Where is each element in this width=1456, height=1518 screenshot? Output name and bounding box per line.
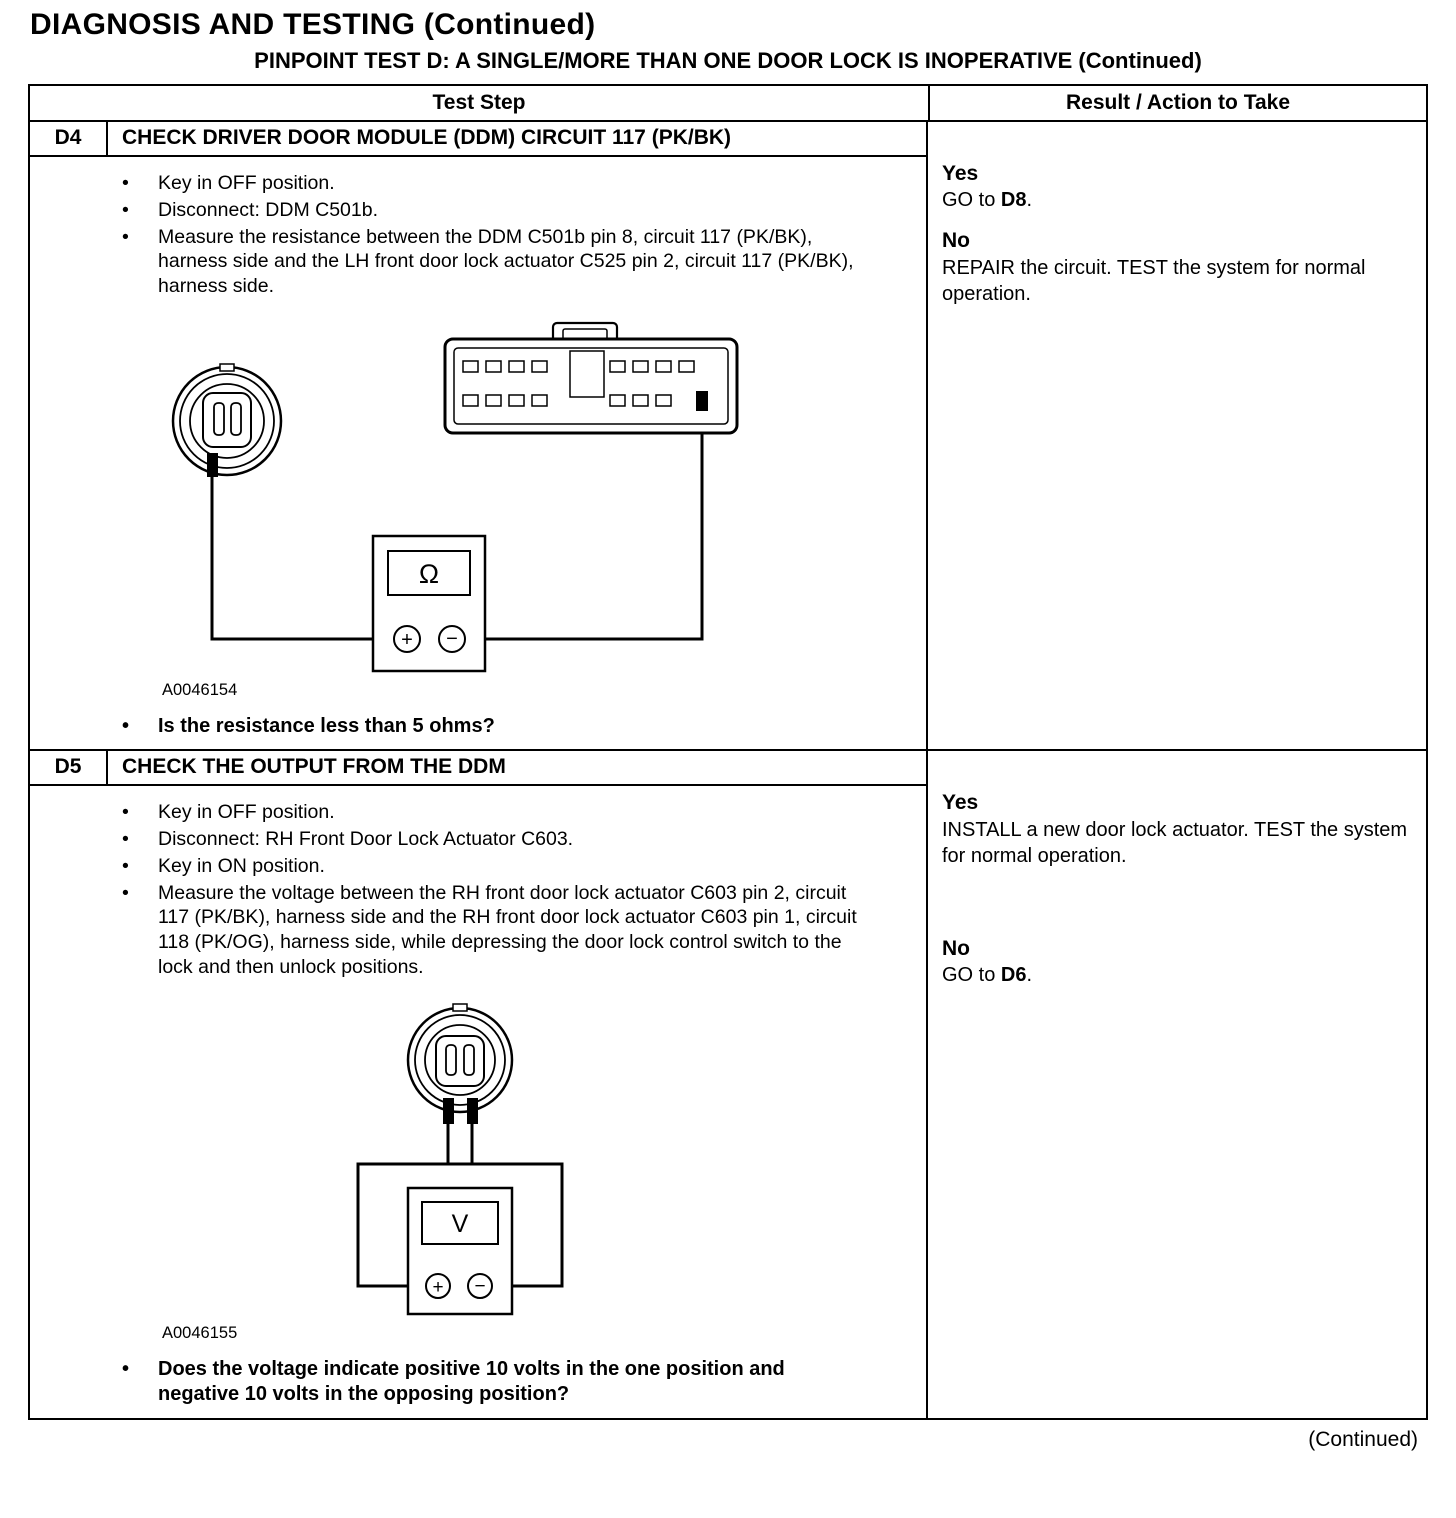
- go-to-text: GO to: [942, 963, 1001, 986]
- ohmmeter-icon: [373, 536, 485, 671]
- figure-label: A0046155: [162, 1323, 238, 1342]
- connector-pin-icon: [696, 391, 708, 411]
- d5-title-bar: [30, 751, 926, 786]
- yes-label: Yes: [942, 162, 979, 185]
- plus-terminal-icon: [426, 1274, 450, 1298]
- go-to-suffix: .: [1026, 963, 1033, 986]
- no-action: REPAIR the circuit. TEST the system for normal operation.: [942, 256, 1366, 305]
- bullet-icon: [122, 714, 158, 740]
- bullet-icon: [122, 800, 158, 825]
- ohmmeter-test-diagram: [145, 321, 765, 677]
- svg-text:−: −: [474, 1275, 486, 1297]
- d5-step-title: CHECK THE OUTPUT FROM THE DDM: [122, 755, 506, 779]
- figure-label: A0046154: [162, 680, 238, 699]
- yes-action: [942, 187, 1408, 213]
- no-action: [942, 962, 1408, 988]
- round-connector-icon: [408, 1004, 512, 1124]
- test-step-item: [122, 827, 896, 852]
- d4-step-list: [30, 171, 926, 299]
- test-step-text: Disconnect: DDM C501b.: [158, 198, 379, 221]
- test-step-text: Key in ON position.: [158, 854, 325, 877]
- d5-wiring-figure: [30, 1002, 926, 1343]
- test-step-text: Disconnect: RH Front Door Lock Actuator C603.: [158, 828, 574, 851]
- d5-question: [30, 1357, 926, 1408]
- go-to-text: GO to: [942, 189, 1001, 212]
- d4-wiring-figure: [30, 321, 926, 700]
- test-step-text: Key in OFF position.: [158, 801, 335, 824]
- bullet-icon: [122, 225, 158, 299]
- test-step-text: Measure the resistance between the DDM C501b pin 8, circuit 117 (PK/BK), harness side and the LH front door lock actuator C525 pin 2, circuit 117 (PK/BK), harness side.: [158, 225, 854, 297]
- column-header-result: Result / Action to Take: [928, 86, 1426, 120]
- d4-title-bar: [30, 122, 926, 157]
- d4-question: [30, 714, 926, 740]
- d4-step-id: D4: [30, 122, 108, 155]
- table-row-d4: [30, 122, 1426, 749]
- go-to-target: D6: [1000, 963, 1027, 986]
- d5-question-text: Does the voltage indicate positive 10 volts in the one position and negative 10 volts in the opposing position?: [158, 1357, 785, 1406]
- bullet-icon: [122, 198, 158, 223]
- d5-test-step-cell: [30, 751, 928, 1417]
- column-header-test-step: Test Step: [432, 91, 526, 114]
- voltmeter-test-diagram: [310, 1002, 610, 1320]
- ohm-symbol: Ω: [418, 558, 440, 589]
- test-step-item: [122, 198, 896, 223]
- ddm-connector-icon: [445, 323, 737, 433]
- go-to-suffix: .: [1026, 189, 1033, 212]
- bullet-icon: [122, 1357, 158, 1408]
- svg-text:−: −: [446, 627, 458, 650]
- yes-action: INSTALL a new door lock actuator. TEST the system for normal operation.: [942, 818, 1408, 867]
- test-step-item: [122, 854, 896, 879]
- voltmeter-icon: [408, 1188, 512, 1314]
- d5-step-id: D5: [30, 751, 108, 784]
- connector-pin-icon: [443, 1098, 454, 1124]
- minus-terminal-icon: [439, 626, 465, 652]
- plus-terminal-icon: [394, 626, 420, 652]
- pinpoint-test-title: PINPOINT TEST D: A SINGLE/MORE THAN ONE DOOR LOCK IS INOPERATIVE (Continued): [254, 48, 1202, 73]
- go-to-target: D8: [1000, 189, 1027, 212]
- test-step-item: [122, 225, 896, 299]
- pinpoint-test-table: [28, 84, 1428, 1420]
- connector-pin-icon: [467, 1098, 478, 1124]
- svg-text:+: +: [432, 1276, 444, 1298]
- svg-text:+: +: [401, 628, 413, 651]
- d5-step-list: [30, 800, 926, 979]
- bullet-icon: [122, 827, 158, 852]
- test-step-item: [122, 171, 896, 196]
- d5-result-cell: [928, 751, 1426, 1417]
- d4-test-step-cell: [30, 122, 928, 749]
- d4-question-text: Is the resistance less than 5 ohms?: [158, 714, 495, 737]
- table-header-row: [30, 86, 1426, 122]
- volt-symbol: V: [451, 1209, 469, 1238]
- yes-label: Yes: [942, 791, 979, 815]
- bullet-icon: [122, 881, 158, 980]
- connector-pin-icon: [207, 453, 218, 477]
- no-label: No: [942, 936, 970, 960]
- continued-footer: (Continued): [1308, 1427, 1418, 1451]
- page-title: DIAGNOSIS AND TESTING (Continued): [30, 8, 596, 41]
- test-step-item: [122, 881, 896, 980]
- bullet-icon: [122, 171, 158, 196]
- test-step-item: [122, 800, 896, 825]
- round-connector-icon: [173, 364, 281, 477]
- minus-terminal-icon: [468, 1274, 492, 1298]
- d4-step-title: CHECK DRIVER DOOR MODULE (DDM) CIRCUIT 117 (PK/BK): [122, 126, 732, 149]
- test-step-text: Measure the voltage between the RH front door lock actuator C603 pin 2, circuit 117 (PK/BK), harness side and the RH front door lock actuator C603 pin 1, circuit 118 (PK/OG), harness side, while depressing the door lock control switch to the lock and then unlock positions.: [158, 881, 857, 978]
- test-step-text: Key in OFF position.: [158, 172, 335, 194]
- spacer: [942, 883, 1408, 935]
- table-row-d5: [30, 749, 1426, 1417]
- bullet-icon: [122, 854, 158, 879]
- no-label: No: [942, 229, 970, 253]
- d4-result-cell: [928, 122, 1426, 749]
